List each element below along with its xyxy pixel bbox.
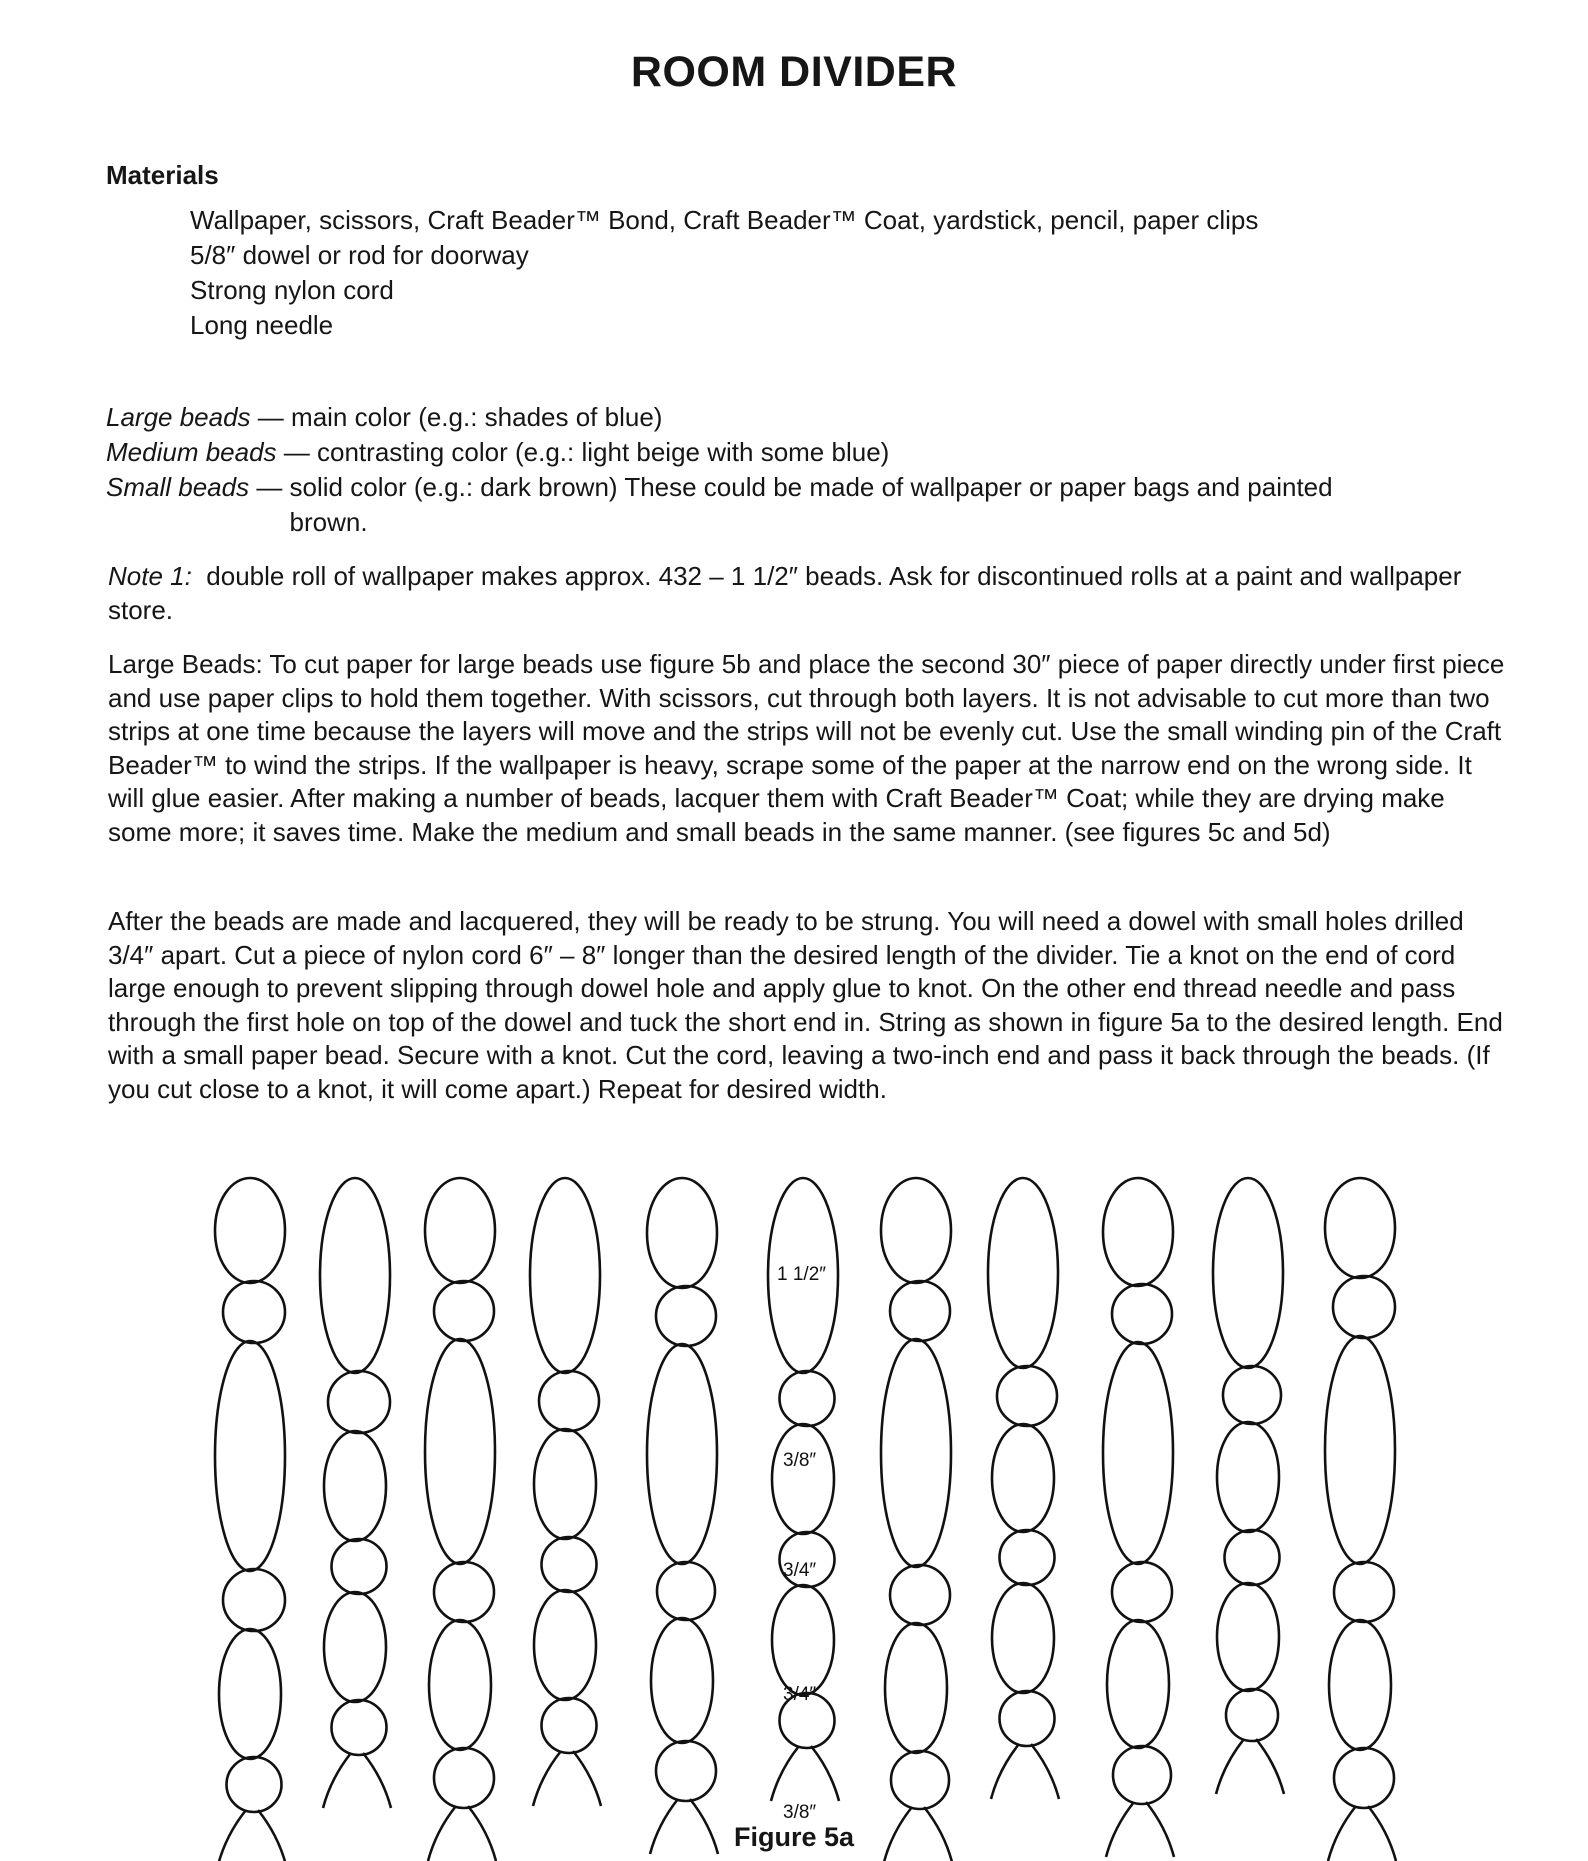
small-bead [434, 1281, 494, 1341]
small-bead [332, 1700, 387, 1755]
bead-desc: solid color (e.g.: dark brown) These could be made of wallpaper or paper bags and painted brown. [289, 472, 1333, 537]
medium-bead [772, 1585, 834, 1695]
bead-term: Medium beads [106, 437, 277, 467]
small-bead [328, 1371, 390, 1433]
small-bead [542, 1698, 597, 1753]
small-bead [1334, 1748, 1394, 1808]
small-bead [891, 1751, 949, 1809]
small-bead [542, 1537, 597, 1592]
materials-list [190, 203, 1258, 343]
bead-type-row [106, 470, 1427, 540]
medium-bead [324, 1592, 386, 1702]
large-bead [530, 1178, 600, 1373]
small-bead [656, 1741, 716, 1801]
small-bead [657, 1562, 715, 1620]
large-bead [215, 1341, 285, 1571]
small-bead [434, 1748, 494, 1808]
large-bead [425, 1339, 495, 1564]
small-bead [1333, 1276, 1395, 1338]
note-label: Note 1: [108, 561, 192, 591]
strand-end [323, 1753, 391, 1808]
medium-bead [219, 1629, 281, 1759]
large-bead [1325, 1336, 1395, 1564]
medium-bead [429, 1620, 491, 1750]
large-bead [881, 1339, 951, 1567]
large-bead [1103, 1342, 1173, 1564]
medium-bead [324, 1431, 386, 1541]
stringing-paragraph: After the beads are made and lacquered, they will be ready to be strung. You will need a dowel with small holes drilled 3/4″ apart. Cut a piece of nylon cord 6″ – 8″ longer than the desired length of the divider. Tie a knot on the end of cord large enough to prevent slipping through dowel hole and apply glue to knot. On the other end thread needle and pass through the first hole on top of the dowel and tuck the short end in. String as shown in figure 5a to the desired length. End with a small paper bead. Secure with a knot. Cut the cord, leaving a two-inch end and pass it back through the beads. (If you cut close to a knot, it will come apart.) Repeat for desired width. [108, 906, 1503, 1104]
small-bead [332, 1539, 387, 1594]
small-bead [1334, 1562, 1394, 1622]
page-title: ROOM DIVIDER [630, 48, 958, 96]
small-bead [539, 1371, 599, 1431]
materials-item: Strong nylon cord [190, 275, 394, 305]
large-bead [1103, 1178, 1173, 1286]
small-bead [227, 1757, 282, 1812]
large-bead [647, 1178, 717, 1288]
medium-bead [1217, 1583, 1279, 1691]
strand-end [533, 1751, 601, 1806]
small-bead [1113, 1746, 1171, 1804]
medium-bead [992, 1583, 1054, 1693]
bead-size-label: 3/8″ [783, 1450, 817, 1471]
note-paragraph [108, 560, 1508, 627]
small-bead [1000, 1530, 1055, 1585]
bead-strands-figure [0, 1170, 1588, 1823]
figure-caption: Figure 5a [733, 1822, 855, 1852]
materials-item: 5/8″ dowel or rod for doorway [190, 240, 529, 270]
small-bead [997, 1366, 1057, 1426]
small-bead [656, 1286, 716, 1346]
medium-bead [534, 1429, 596, 1539]
small-bead [890, 1281, 950, 1341]
medium-bead [1329, 1620, 1391, 1750]
small-bead [1226, 1689, 1278, 1741]
bead-dash: — [283, 437, 310, 467]
materials-heading: Materials [106, 160, 219, 190]
medium-bead [772, 1424, 834, 1534]
medium-bead [1107, 1620, 1169, 1748]
bead-term: Large beads [106, 402, 251, 432]
small-bead [434, 1562, 494, 1622]
small-bead [1112, 1284, 1172, 1344]
medium-bead [1217, 1422, 1279, 1532]
medium-bead [651, 1618, 713, 1743]
bead-type-row [106, 435, 1427, 470]
bead-desc: contrasting color (e.g.: light beige with some blue) [317, 437, 890, 467]
bead-dash: — [257, 402, 284, 432]
large-bead [215, 1178, 285, 1283]
large-bead [988, 1178, 1058, 1368]
large-bead [1213, 1178, 1283, 1368]
medium-bead [885, 1623, 947, 1753]
note-text: double roll of wallpaper makes approx. 432 – 1 1/2″ beads. Ask for discontinued rolls at a paint and wallpaper store. [108, 561, 1462, 625]
small-bead [1112, 1562, 1172, 1622]
large-bead [1325, 1178, 1395, 1278]
bead-size-label: 3/8″ [783, 1802, 817, 1823]
large-bead [881, 1178, 951, 1283]
bead-size-label: 3/4″ [783, 1684, 817, 1705]
small-bead [223, 1281, 285, 1343]
small-bead [1223, 1366, 1281, 1424]
strand-end [991, 1744, 1059, 1799]
bead-desc: main color (e.g.: shades of blue) [291, 402, 663, 432]
bead-size-label: 3/4″ [783, 1560, 817, 1581]
medium-bead [992, 1424, 1054, 1532]
bead-term: Small beads [106, 472, 250, 502]
strand-end [1216, 1739, 1284, 1794]
bead-types [106, 400, 1427, 540]
small-bead [1000, 1691, 1055, 1746]
small-bead [1225, 1530, 1280, 1585]
strand-end [771, 1746, 839, 1801]
large-bead [320, 1178, 390, 1373]
bead-size-label: 1 1/2″ [777, 1264, 826, 1285]
bead-dash: — [256, 472, 283, 502]
bead-type-row [106, 400, 1427, 435]
large-bead [647, 1344, 717, 1564]
large-beads-paragraph: Large Beads: To cut paper for large beads use figure 5b and place the second 30″ piece of paper directly under first piece and use paper clips to hold them together. With scissors, cut through both layers. It is not advisable to cut more than two strips at one time because the layers will move and the strips will not be evenly cut. Use the small winding pin of the Craft Beader™ to wind the strips. If the wallpaper is heavy, scrape some of the paper at the narrow end on the wrong side. It will glue easier. After making a number of beads, lacquer them with Craft Beader™ Coat; while they are drying make some more; it saves time. Make the medium and small beads in the same manner. (see figures 5c and 5d) [108, 649, 1505, 847]
small-bead [780, 1371, 835, 1426]
large-bead [425, 1178, 495, 1283]
small-bead [223, 1569, 285, 1631]
materials-item: Long needle [190, 310, 334, 340]
medium-bead [534, 1590, 596, 1700]
small-bead [890, 1565, 950, 1625]
materials-item: Wallpaper, scissors, Craft Beader™ Bond, Craft Beader™ Coat, yardstick, pencil, paper clips [190, 205, 1259, 235]
